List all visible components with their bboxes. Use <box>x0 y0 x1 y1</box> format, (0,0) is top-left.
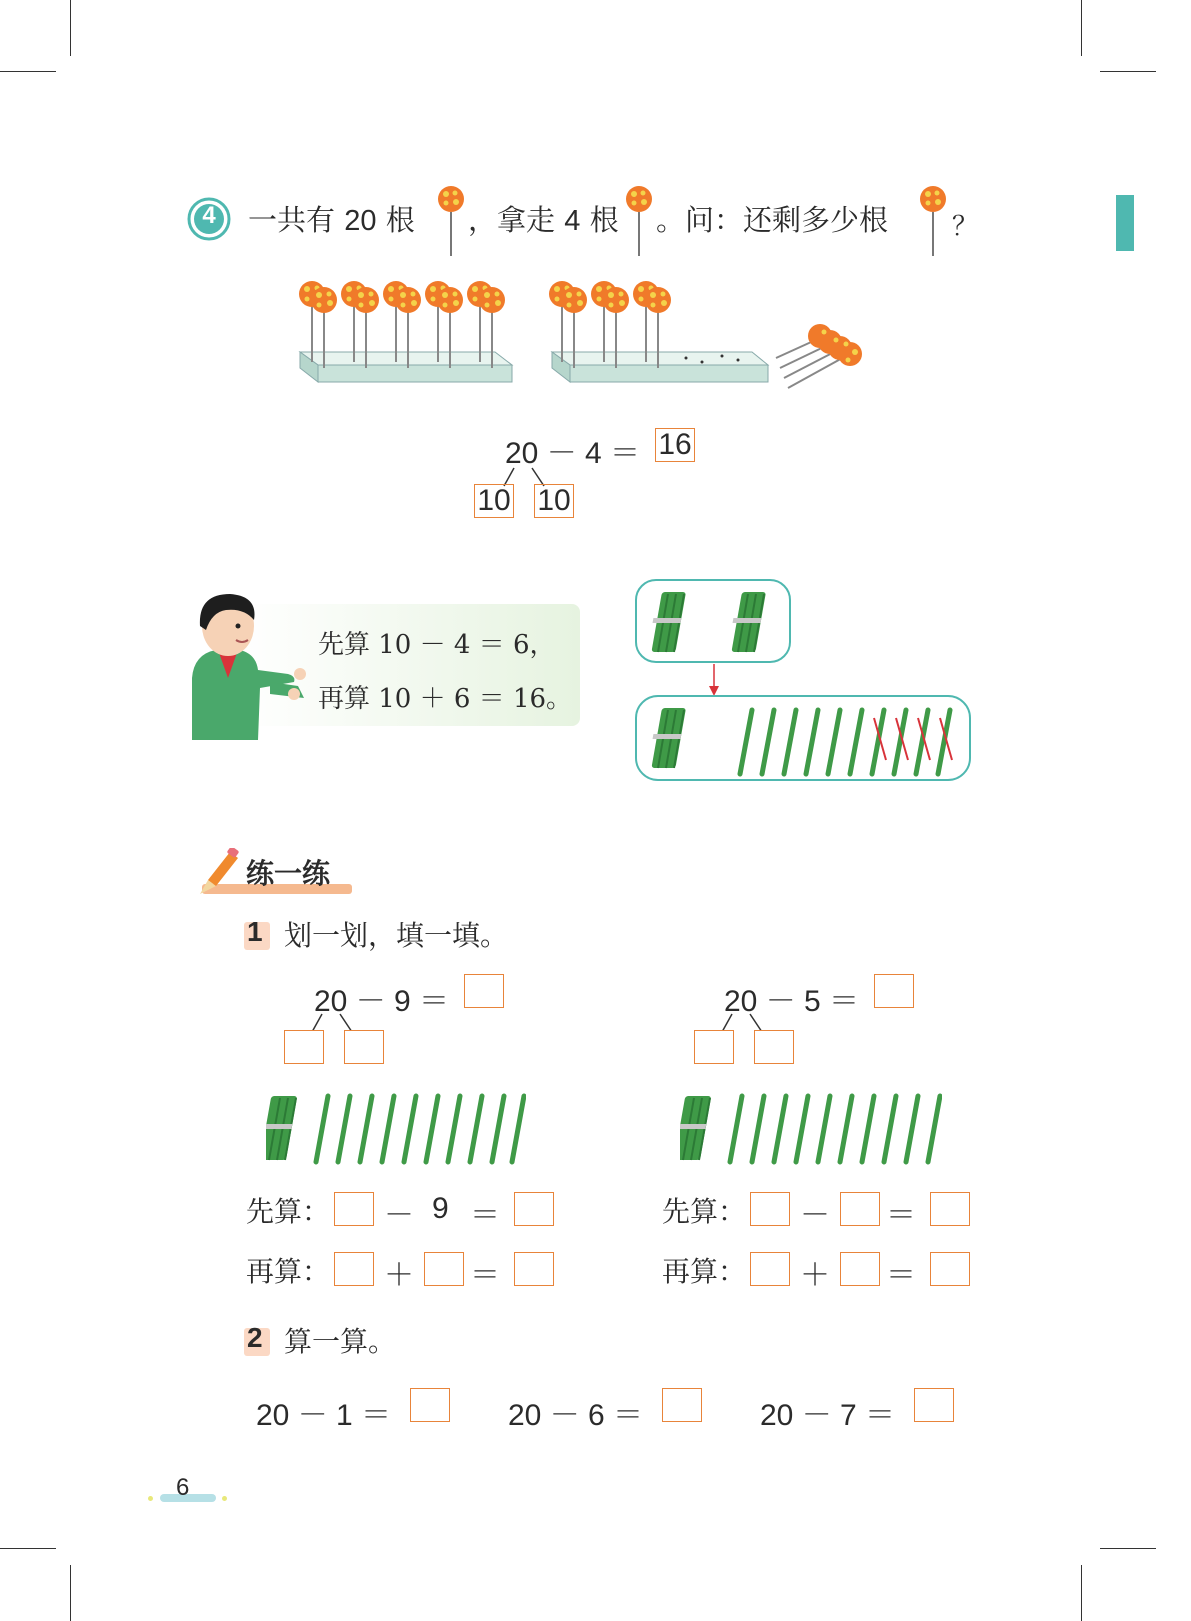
chapter-tab <box>1116 195 1134 251</box>
left-then-result-box[interactable] <box>514 1252 554 1286</box>
q1-left-split-box[interactable] <box>284 1030 324 1064</box>
lollipop-icon <box>436 184 466 258</box>
lollipop-icon <box>624 184 654 258</box>
left-then-equals: ＝ <box>470 1259 500 1292</box>
right-then-result-box[interactable] <box>930 1252 970 1286</box>
practice-title: 练一练 <box>246 857 331 890</box>
q1-left-sticks[interactable] <box>266 1092 526 1168</box>
unit-text: 根 <box>589 203 619 237</box>
q2-equation-2: 20 － 6 ＝ <box>508 1399 644 1432</box>
right-then-plus: ＋ <box>800 1259 830 1292</box>
speech-line-1: 先算 10 － 4 ＝ 6， <box>318 630 556 660</box>
right-then-box-2[interactable] <box>840 1252 880 1286</box>
label-then-right: 再算： <box>662 1255 747 1288</box>
crop-mark <box>1100 1548 1156 1549</box>
left-then-plus: ＋ <box>384 1259 414 1292</box>
q2-instruction: 算一算。 <box>284 1325 397 1358</box>
lollipop-icon <box>918 184 948 258</box>
page-number: 6 <box>176 1474 190 1501</box>
q1-right-sticks[interactable] <box>680 1092 942 1168</box>
example-number: 4 <box>202 202 216 229</box>
left-first-subtrahend: 9 <box>432 1192 449 1225</box>
answer-box: 16 <box>655 428 695 462</box>
right-first-equals: ＝ <box>886 1199 916 1232</box>
crop-mark <box>0 1548 56 1549</box>
left-first-equals: ＝ <box>470 1199 500 1232</box>
main-equation: 20 － 4 ＝ <box>505 437 641 470</box>
page-number-dot <box>222 1496 227 1501</box>
example-number-badge <box>186 196 232 242</box>
right-first-box-1[interactable] <box>750 1192 790 1226</box>
left-then-box-1[interactable] <box>334 1252 374 1286</box>
crop-mark <box>70 1565 71 1621</box>
q2-answer-box-3[interactable] <box>914 1388 954 1422</box>
q1-right-split-box[interactable] <box>694 1030 734 1064</box>
right-then-equals: ＝ <box>886 1259 916 1292</box>
lollipop-stands-illustration <box>290 280 900 410</box>
question-text: ，拿走 <box>468 203 556 237</box>
label-then-left: 再算： <box>246 1255 331 1288</box>
right-first-result-box[interactable] <box>930 1192 970 1226</box>
crop-mark <box>70 0 71 56</box>
crop-mark <box>1100 71 1156 72</box>
q1-instruction: 划一划，填一填。 <box>284 919 509 952</box>
page-number-dot <box>148 1496 153 1501</box>
example-question-part2 <box>468 198 619 239</box>
left-first-minus: － <box>384 1199 414 1232</box>
label-first-left: 先算： <box>246 1195 331 1228</box>
q2-answer-box-1[interactable] <box>410 1388 450 1422</box>
q1-right-equation: 20 － 5 ＝ <box>724 985 860 1018</box>
left-first-result-box[interactable] <box>514 1192 554 1226</box>
crop-mark <box>1081 0 1082 56</box>
question-mark: ？ <box>952 212 979 242</box>
q2-equation-3: 20 － 7 ＝ <box>760 1399 896 1432</box>
total-count: 20 <box>344 205 377 237</box>
right-then-box-1[interactable] <box>750 1252 790 1286</box>
crop-mark <box>1081 1565 1082 1621</box>
label-first-right: 先算： <box>662 1195 747 1228</box>
boy-illustration <box>178 590 308 740</box>
speech-line-2: 再算 10 ＋ 6 ＝ 16。 <box>318 684 573 714</box>
split-box-right: 10 <box>534 484 574 518</box>
q1-left-equation: 20 － 9 ＝ <box>314 985 450 1018</box>
right-first-minus: － <box>800 1199 830 1232</box>
q1-right-answer-box[interactable] <box>874 974 914 1008</box>
q1-number: 1 <box>247 916 263 947</box>
unit-text: 根 <box>385 203 415 237</box>
left-then-box-2[interactable] <box>424 1252 464 1286</box>
question-text: 一共有 <box>248 203 336 237</box>
q2-answer-box-2[interactable] <box>662 1388 702 1422</box>
q1-left-answer-box[interactable] <box>464 974 504 1008</box>
q1-left-split-box[interactable] <box>344 1030 384 1064</box>
q1-right-split-box[interactable] <box>754 1030 794 1064</box>
split-box-left: 10 <box>474 484 514 518</box>
example-question-part3: 。问：还剩多少根 <box>656 203 889 237</box>
q2-equation-1: 20 － 1 ＝ <box>256 1399 392 1432</box>
example-question <box>248 198 415 248</box>
left-first-box-1[interactable] <box>334 1192 374 1226</box>
bundle-diagram <box>634 578 974 784</box>
right-first-box-2[interactable] <box>840 1192 880 1226</box>
taken-count: 4 <box>564 205 581 237</box>
crop-mark <box>0 71 56 72</box>
q2-number: 2 <box>247 1322 263 1353</box>
